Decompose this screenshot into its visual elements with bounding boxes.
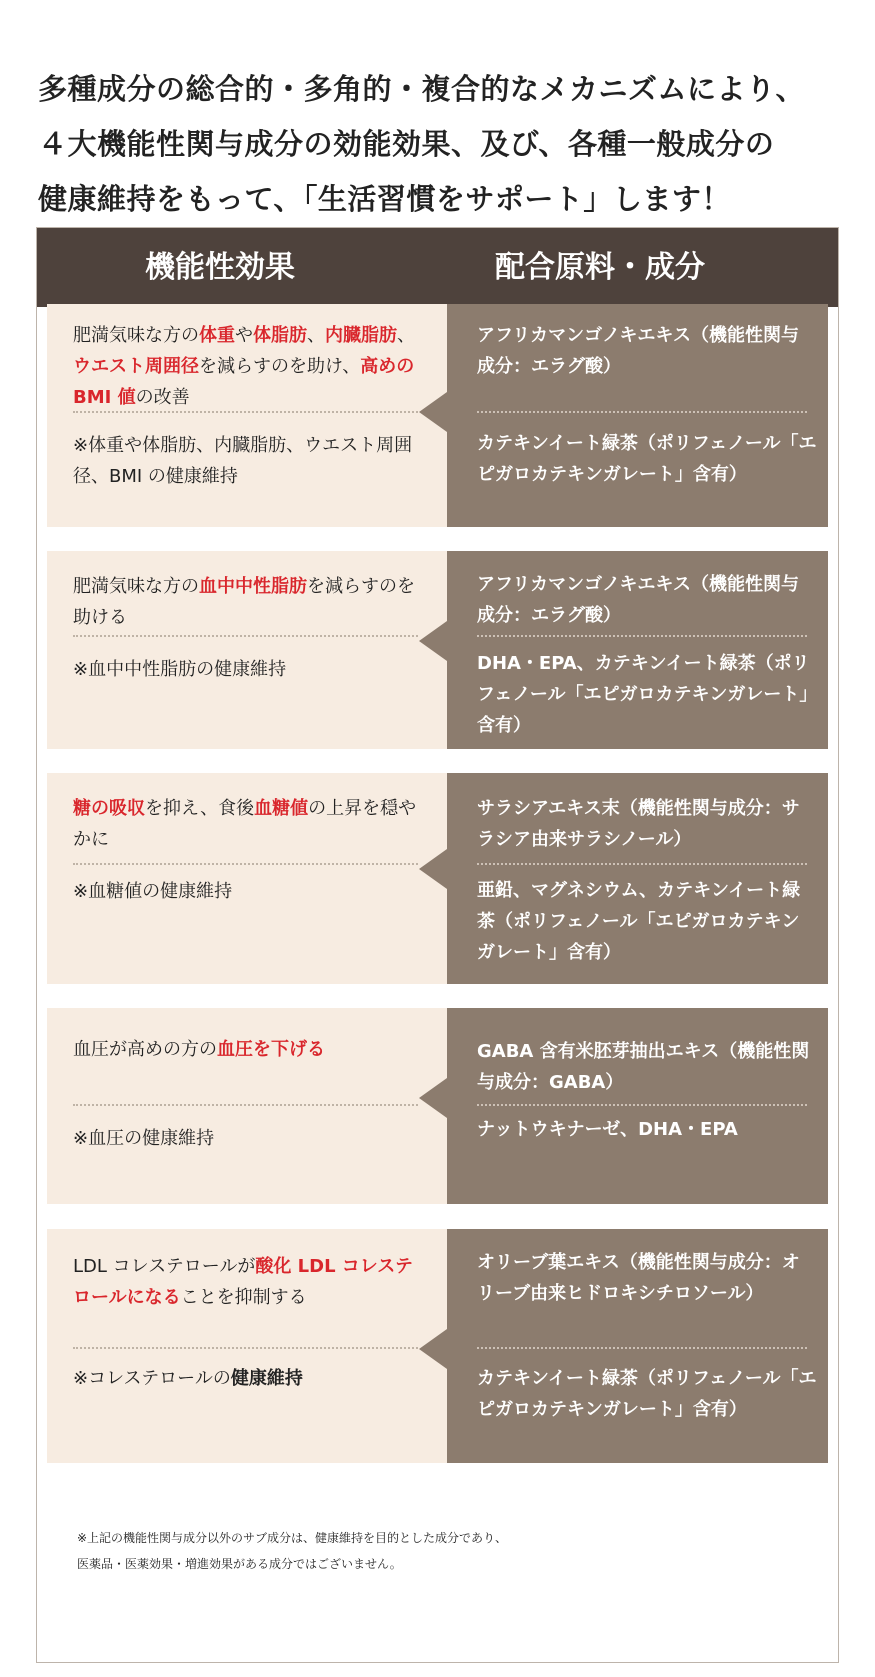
arrow-shape — [419, 1329, 447, 1369]
maintenance-text: ※体重や体脂肪、内臓脂肪、ウエスト周囲径、BMI の健康維持 — [73, 435, 413, 487]
divider — [73, 1347, 418, 1349]
effect-highlight: 酸化 LDL コレステロールになる — [73, 1256, 413, 1308]
ingredient-secondary: カテキンイート緑茶（ポリフェノール「エピガロカテキンガレート」含有） — [477, 1368, 817, 1420]
effect-fragment: を抑え、食後 — [145, 798, 255, 819]
effect-highlight: 血糖値 — [254, 798, 309, 819]
ingredient-secondary: DHA・EPA、カテキンイート緑茶（ポリフェノール「エピガロカテキンガレート」含有） — [477, 653, 810, 736]
effect-highlight: 体脂肪 — [253, 325, 307, 346]
maintenance-text — [73, 1363, 423, 1394]
ingredient-secondary: カテキンイート緑茶（ポリフェノール「エピガロカテキンガレート」含有） — [477, 433, 817, 485]
maintenance-text: ※血糖値の健康維持 — [73, 881, 233, 902]
ingredient-primary: アフリカマンゴノキエキス（機能性関与成分：エラグ酸） — [477, 325, 800, 377]
effect-highlight: ウエスト周囲径 — [73, 356, 199, 377]
ingredient-primary: アフリカマンゴノキエキス（機能性関与成分：エラグ酸） — [477, 574, 800, 626]
ingredient-primary: オリーブ葉エキス（機能性関与成分：オリーブ由来ヒドロキシチロソール） — [477, 1252, 800, 1304]
headline-line-2: ４大機能性関与成分の効能効果、及び、各種一般成分の — [38, 127, 775, 161]
headline-line-3: 健康維持をもって、「生活習慣をサポート」します！ — [38, 182, 731, 216]
effect-fragment: の改善 — [135, 387, 190, 408]
divider — [73, 1104, 418, 1106]
ingredient-primary: サラシアエキス末（機能性関与成分：サラシア由来サラシノール） — [477, 798, 800, 850]
divider — [477, 1104, 807, 1106]
effect-text — [73, 1251, 423, 1313]
effect-text — [73, 1034, 423, 1065]
table-row — [47, 304, 828, 527]
header-ingredients: 配合原料・成分 — [495, 250, 705, 285]
effect-text — [73, 793, 423, 855]
arrow-shape — [419, 849, 447, 889]
effect-fragment: 、 — [397, 325, 415, 346]
effect-highlight: 糖の吸収 — [73, 798, 145, 819]
table-row — [47, 1008, 828, 1204]
ingredient-primary: GABA 含有米胚芽抽出エキス（機能性関与成分：GABA） — [477, 1041, 810, 1093]
maintenance-emphasis: 健康維持 — [230, 1368, 303, 1389]
divider — [73, 635, 418, 637]
effect-fragment: の上昇を穏やかに — [73, 798, 417, 850]
divider — [73, 863, 418, 865]
effect-highlight: 血圧を下げる — [217, 1039, 325, 1060]
page-headline — [38, 62, 858, 227]
arrow-shape — [419, 1078, 447, 1118]
footnote-line-1: ※上記の機能性関与成分以外のサブ成分は、健康維持を目的とした成分であり、 — [77, 1531, 508, 1545]
footnote-line-2: 医薬品・医薬効果・増進効果がある成分ではございません。 — [77, 1557, 402, 1571]
effect-fragment: 肥満気味な方の — [73, 576, 199, 597]
effect-text — [73, 571, 423, 633]
effect-highlight: 血中中性脂肪 — [199, 576, 307, 597]
effect-highlight: 体重 — [199, 325, 235, 346]
effect-highlight: 内臓脂肪 — [325, 325, 397, 346]
effect-fragment: 肥満気味な方の — [73, 325, 199, 346]
maintenance-text: ※血中中性脂肪の健康維持 — [73, 659, 287, 680]
ingredient-secondary: ナットウキナーゼ、DHA・EPA — [477, 1119, 738, 1140]
effect-fragment: や — [235, 325, 253, 346]
table-row — [47, 773, 828, 984]
arrow-shape — [419, 621, 447, 661]
effect-text — [73, 320, 423, 413]
divider — [477, 635, 807, 637]
ingredient-secondary: 亜鉛、マグネシウム、カテキンイート緑茶（ポリフェノール「エピガロカテキンガレート」含有） — [477, 880, 801, 963]
effect-fragment: ことを抑制する — [180, 1287, 307, 1308]
divider — [73, 411, 418, 413]
effects-table — [36, 227, 839, 1663]
header-effects: 機能性効果 — [145, 250, 295, 285]
effect-fragment: 血圧が高めの方の — [73, 1039, 217, 1060]
divider — [477, 411, 807, 413]
footnote — [77, 1525, 797, 1577]
maintenance-text: ※血圧の健康維持 — [73, 1128, 215, 1149]
table-row — [47, 551, 828, 749]
effect-highlight: 高めの BMI 値 — [73, 356, 415, 408]
effect-fragment: を減らすのを助ける — [73, 576, 415, 628]
arrow-shape — [419, 392, 447, 432]
table-row — [47, 1229, 828, 1463]
divider — [477, 863, 807, 865]
effect-fragment: LDL コレステロールが — [73, 1256, 256, 1277]
headline-line-1: 多種成分の総合的・多角的・複合的なメカニズムにより、 — [38, 72, 806, 106]
maintenance-prefix: ※コレステロールの — [73, 1368, 231, 1389]
effect-fragment: 、 — [307, 325, 325, 346]
effect-fragment: を減らすのを助け、 — [199, 356, 361, 377]
table-header — [37, 228, 838, 307]
divider — [477, 1347, 807, 1349]
